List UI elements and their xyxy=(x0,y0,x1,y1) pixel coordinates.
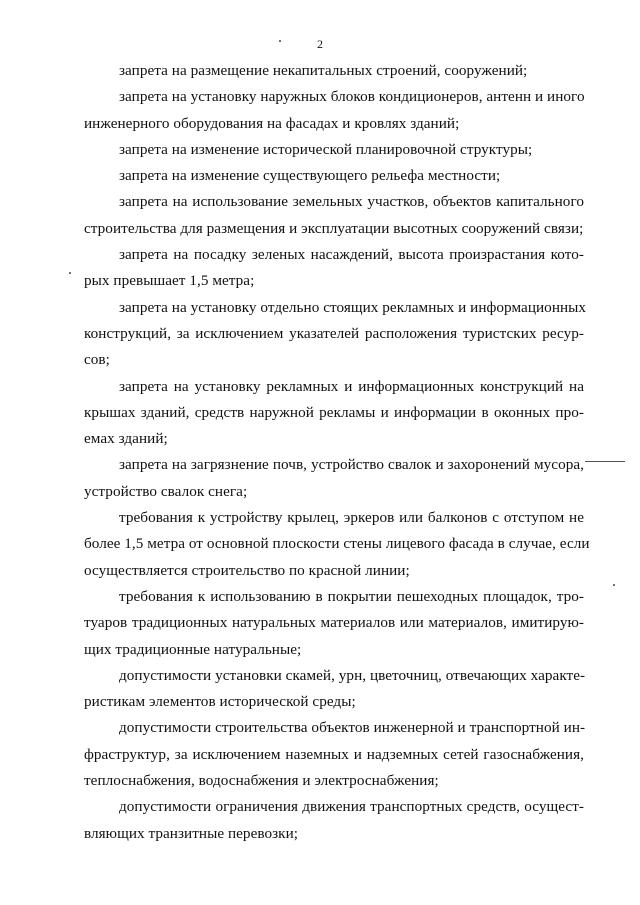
paragraph-line: вляющих транзитные перевозки; xyxy=(84,824,299,842)
document-body xyxy=(84,58,590,847)
paragraph-first-line: допустимости ограничения движения транспортных средств, осущест- xyxy=(119,798,584,816)
paragraph-first-line: запрета на посадку зеленых насаждений, высота произрастания кото- xyxy=(119,246,584,264)
paragraph-line: теплоснабжения, водоснабжения и электроснабжения; xyxy=(84,772,439,790)
paragraph-first-line: запрета на размещение некапитальных строений, сооружений; xyxy=(119,62,528,79)
scan-artifact-dot xyxy=(279,40,281,42)
paragraph-first-line: допустимости строительства объектов инженерной и транспортной ин- xyxy=(119,719,586,737)
paragraph-line: щих традиционные натуральные; xyxy=(84,640,302,658)
paragraph-line: фраструктур, за исключением наземных и надземных сетей газоснабжения, xyxy=(84,745,584,763)
paragraph-first-line: запрета на установку наружных блоков кондиционеров, антенн и иного xyxy=(119,88,585,106)
scan-artifact-dot xyxy=(69,272,71,274)
paragraph-line: сов; xyxy=(84,351,110,369)
page-number: 2 xyxy=(317,37,323,51)
paragraph-first-line: запрета на изменение исторической планировочной структуры; xyxy=(119,140,533,158)
paragraph-line: инженерного оборудования на фасадах и кровлях зданий; xyxy=(84,114,460,132)
paragraph-line: более 1,5 метра от основной плоскости стены лицевого фасада в случае, если xyxy=(84,535,590,553)
paragraph-line: строительства для размещения и эксплуатации высотных сооружений связи; xyxy=(84,219,584,237)
paragraph-first-line: запрета на установку рекламных и информационных конструкций на xyxy=(119,377,584,395)
paragraph-line: туаров традиционных натуральных материалов или материалов, имитирую- xyxy=(84,614,584,632)
paragraph-line: емах зданий; xyxy=(84,430,168,448)
paragraph-first-line: запрета на установку отдельно стоящих рекламных и информационных xyxy=(119,298,587,316)
scan-artifact-dot xyxy=(613,584,615,586)
paragraph-line: конструкций, за исключением указателей расположения туристских ресур- xyxy=(84,324,584,342)
paragraph-first-line: требования к использованию в покрытии пешеходных площадок, тро- xyxy=(119,587,584,605)
paragraph-line: крышах зданий, средств наружной рекламы и информации в оконных про- xyxy=(84,403,584,421)
paragraph-first-line: запрета на изменение существующего рельефа местности; xyxy=(119,167,501,185)
paragraph-line: ристикам элементов исторической среды; xyxy=(84,693,356,711)
scan-artifact-line xyxy=(585,461,625,462)
paragraph-first-line: требования к устройству крылец, эркеров или балконов с отступом не xyxy=(119,509,584,527)
paragraph-first-line: допустимости установки скамей, урн, цветочниц, отвечающих характе- xyxy=(119,666,586,684)
paragraph-line: осуществляется строительство по красной линии; xyxy=(84,561,410,579)
paragraph-first-line: запрета на загрязнение почв, устройство свалок и захоронений мусора, xyxy=(119,456,584,474)
paragraph-first-line: запрета на использование земельных участков, объектов капитального xyxy=(119,193,584,211)
paragraph-line: устройство свалок снега; xyxy=(84,482,248,500)
paragraph-line: рых превышает 1,5 метра; xyxy=(84,272,255,290)
